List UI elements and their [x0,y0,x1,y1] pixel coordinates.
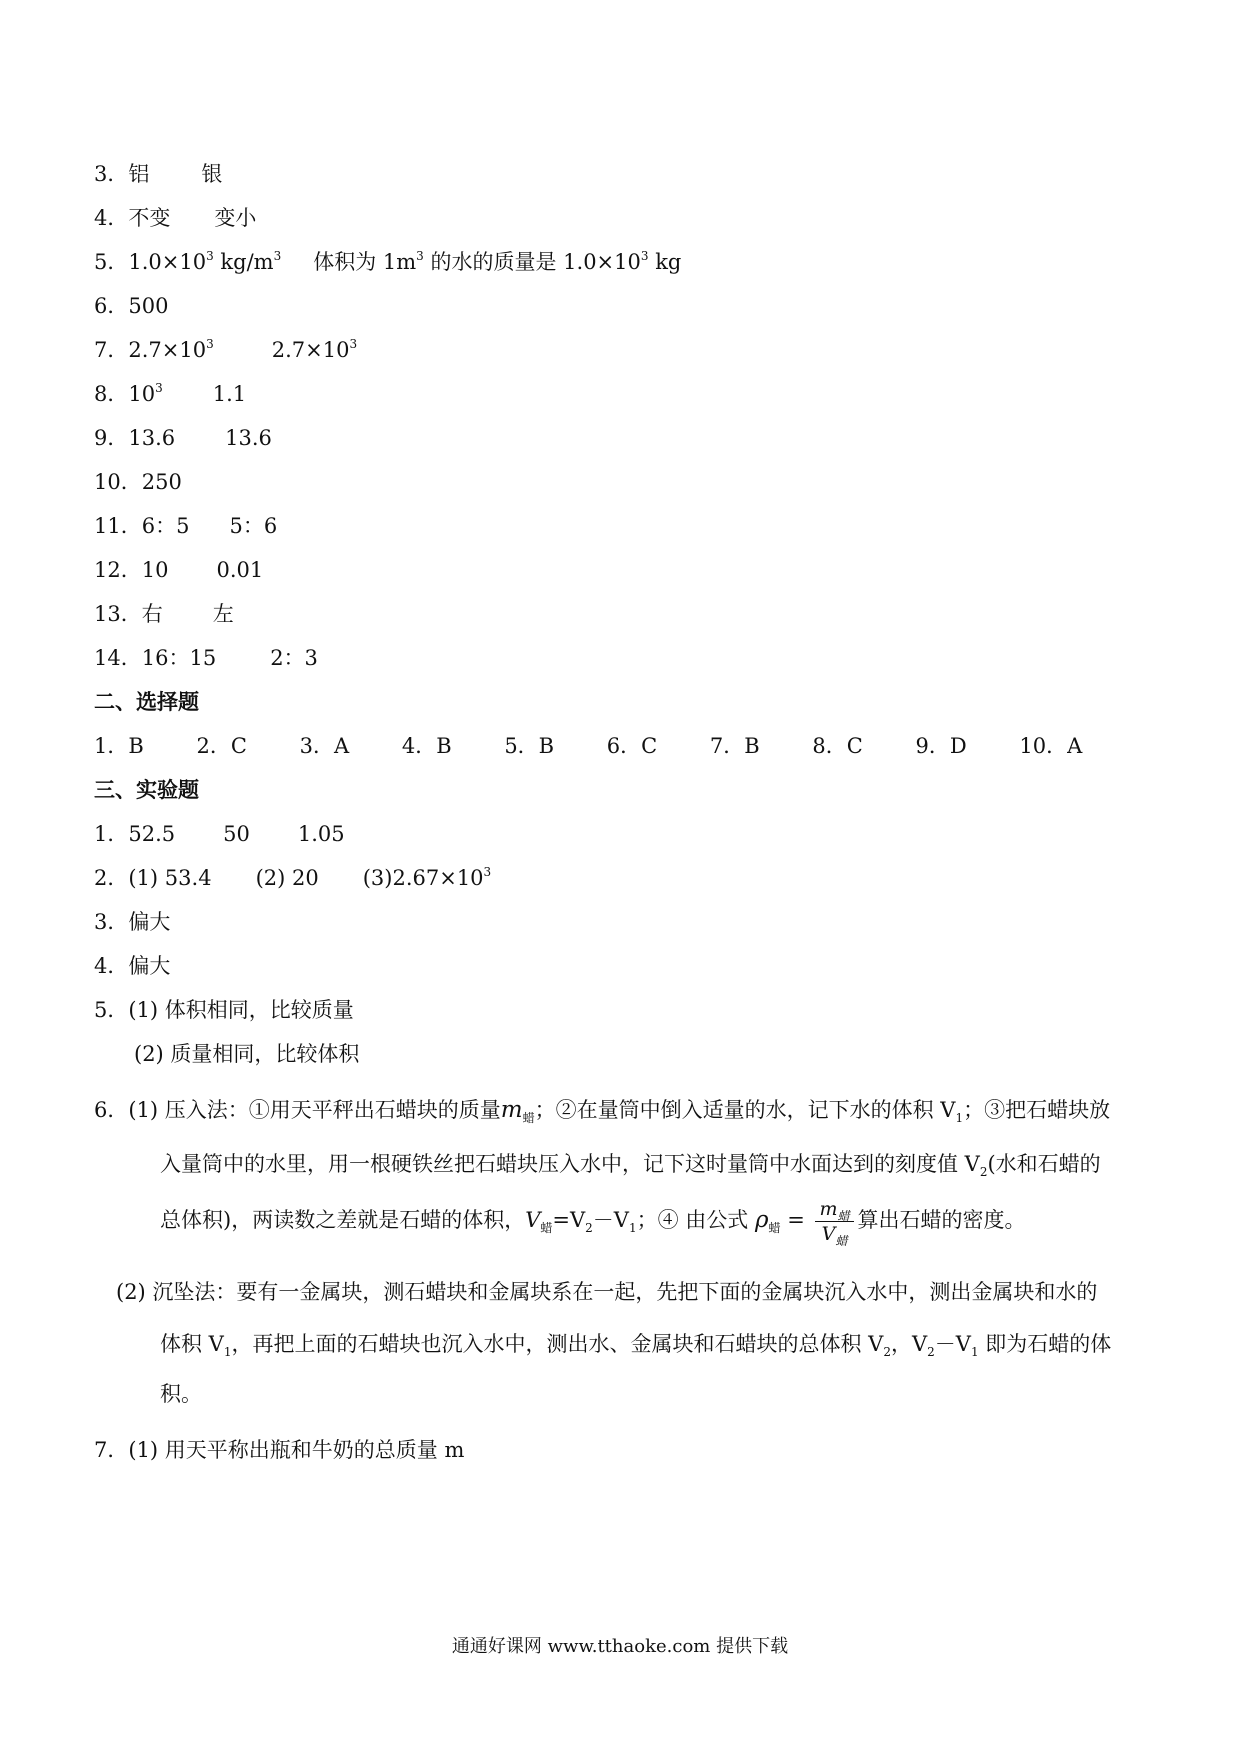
item-number: 10． [94,470,142,494]
answer-a: $10^3$ [128,381,163,406]
answer-b: 变小 [214,206,257,230]
choice-answer: 5．B [504,734,555,758]
choice-answer: 9．D [915,734,967,758]
answer-line-10 [94,468,182,496]
choice-answer: 1．B [94,734,144,758]
answer-a: 16：15 [141,646,217,670]
experiment-line-6-p1-l1: 6．(1) 压入法：①用天平秤出石蜡块的质量$m_蜡$；②在量筒中倒入适量的水，记下水的体积 $V_1$；③把石蜡块放 [94,1097,1111,1125]
answer-a: 13.6 [128,426,176,450]
answer-b: 13.6 [225,426,272,450]
answer-b: 左 [212,602,234,626]
answer-a: 6：5 [141,514,190,538]
answer-b: 银 [201,162,223,186]
experiment-line-6-p1-l3: 总体积)，两读数之差就是石蜡的体积，$V_蜡=V_2-V_1$；④ 由公式 $\rho_蜡$ = $\frac{m_蜡}{V_蜡}$ 算出石蜡的密度。 [160,1198,1026,1248]
choice-answers [94,732,1082,760]
answer-a: $2.7\times 10^3$ [128,337,214,362]
item-number: 4． [94,954,129,978]
answer-b: 5：6 [229,514,278,538]
experiment-line-6-p2-l2: 体积 $V_1$，再把上面的石蜡块也沉入水中，测出水、金属块和石蜡块的总体积 $V_2$，$V_2-V_1$ 即为石蜡的体 [160,1332,1112,1359]
answer-line-4 [94,204,256,232]
answer-a: 右 [141,602,163,626]
answer-line-14 [94,644,318,672]
answer-line-8 [94,380,246,408]
experiment-line-5b: (2) 质量相同，比较体积 [134,1042,360,1066]
item-number: 11． [94,514,142,538]
item-number: 6． [94,1098,129,1122]
item-number: 9． [94,426,129,450]
item-number: 7． [94,338,129,362]
answer-b: 2：3 [270,646,318,670]
choice-answer: 8．C [812,734,863,758]
answer-line-6 [94,292,168,320]
page-footer: 通通好课网 www.tthaoke.com 提供下载 [451,1636,789,1657]
item-number: 3． [94,162,129,186]
item-number: 12． [94,558,142,582]
answer-line-3 [94,160,222,188]
answer-line-5 [94,248,681,276]
answer-line-9 [94,424,272,452]
item-number: 5． [94,250,129,274]
choice-answer: 10．A [1019,734,1083,758]
answer-b: $2.7\times 10^3$ [271,337,358,362]
item-number: 2． [94,866,129,890]
item-number: 14． [94,646,142,670]
choice-answer: 7．B [709,734,760,758]
experiment-line-7: 7．(1) 用天平称出瓶和牛奶的总质量 m [94,1438,465,1462]
answer-a: 500 [128,294,169,318]
answer-line-7 [94,336,357,364]
answer-a: 铝 [128,162,150,186]
choice-answer: 6．C [606,734,658,758]
item-number: 7． [94,1438,129,1462]
experiment-line-5a: 5．(1) 体积相同，比较质量 [94,998,354,1022]
answer-b: 0.01 [216,558,264,582]
choice-answer: 3．A [299,734,350,758]
answer-line-13 [94,600,234,628]
answer-b: 1.1 [212,382,247,406]
experiment-line-1: 1．52.5 50 1.05 [94,822,345,846]
answer-a: $1.0\times 10^3$ $kg/m^3$ [128,249,282,274]
density-formula: $\rho_蜡$ = $\frac{m_蜡}{V_蜡}$ [755,1208,858,1232]
answer-a: 不变 [128,206,171,230]
experiment-line-6-p2-l1: (2) 沉坠法：要有一金属块，测石蜡块和金属块系在一起，先把下面的金属块沉入水中，测出金属块和水的 [116,1280,1098,1304]
experiment-line-6-p1-l2: 入量筒中的水里，用一根硬铁丝把石蜡块压入水中，记下这时量筒中水面达到的刻度值 $V_2$(水和石蜡的 [160,1152,1101,1179]
answer-b: 体积为 $1m^3$ 的水的质量是 $1.0\times 10^3$ kg [313,249,682,274]
experiment-line-4: 4．偏大 [94,954,171,978]
choice-answer: 4．B [401,734,452,758]
item-number: 3． [94,910,129,934]
item-number: 6． [94,294,129,318]
answer-a: 10 [141,558,169,582]
item-number: 13． [94,602,142,626]
item-number: 4． [94,206,129,230]
experiment-line-2: 2．(1) 53.4 (2) 20 $(3)2.67\times 10^3$ [94,865,492,890]
item-number: 8． [94,382,129,406]
item-number: 1． [94,822,129,846]
experiment-line-3: 3．偏大 [94,910,171,934]
answer-a: 250 [141,470,182,494]
choice-answer: 2．C [196,734,247,758]
section-heading-experiment: 三、实验题 [94,777,199,802]
section-heading-choice: 二、选择题 [94,689,199,714]
item-number: 5． [94,998,129,1022]
experiment-line-6-p2-l3: 积。 [160,1382,202,1406]
answer-line-12 [94,556,263,584]
answer-line-11 [94,512,277,540]
